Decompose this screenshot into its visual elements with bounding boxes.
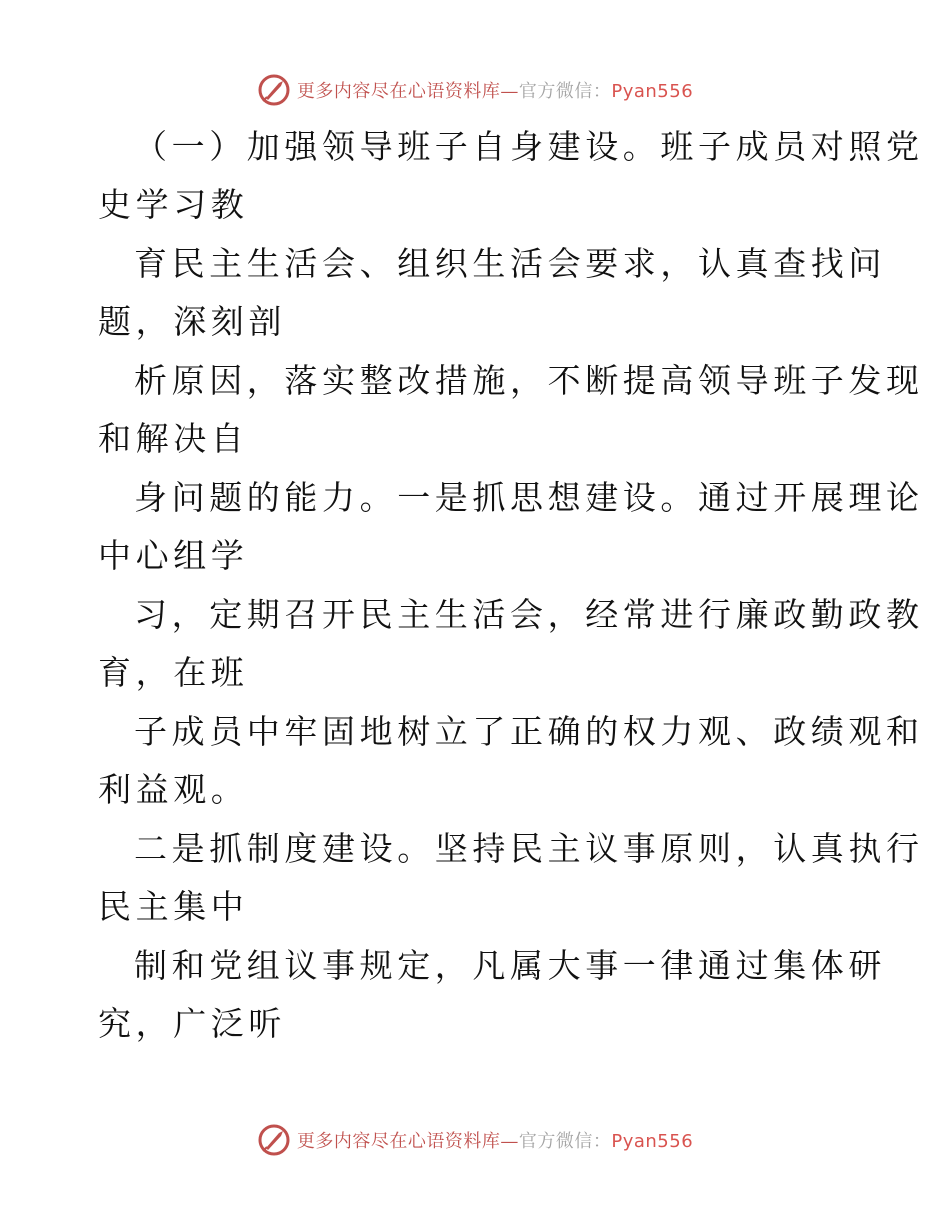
footer-banner-text [297,1127,693,1153]
body-line: 史学习教 [98,185,249,224]
body-line: 析原因，落实整改措施，不断提高领导班子发现 [134,361,924,400]
header-banner-dash: — [500,81,519,102]
header-banner-wechat-label: 官方微信： [518,81,612,102]
body-line: 和解决自 [98,419,249,458]
body-line: 二是抓制度建设。坚持民主议事原则，认真执行 [134,829,924,868]
quill-pen-circle-icon [257,73,291,107]
header-banner-text [297,77,693,103]
footer-banner-wechat-label: 官方微信： [518,1131,612,1152]
body-line: 育民主生活会、组织生活会要求，认真查找问 [134,244,886,283]
body-line: 究，广泛听 [98,1004,286,1043]
quill-pen-circle-icon [257,1123,291,1157]
header-banner-wechat-id: Pyan556 [611,81,694,102]
body-line: 中心组学 [98,536,249,575]
header-banner [0,70,950,110]
body-line: 育，在班 [98,653,249,692]
footer-banner [0,1120,950,1160]
body-line: 子成员中牢固地树立了正确的权力观、政绩观和 [134,712,924,751]
body-line: 身问题的能力。一是抓思想建设。通过开展理论 [134,478,924,517]
footer-banner-wechat-id: Pyan556 [611,1131,694,1152]
body-line: 民主集中 [98,887,249,926]
body-line: 习，定期召开民主生活会，经常进行廉政勤政教 [134,595,924,634]
body-line: 制和党组议事规定，凡属大事一律通过集体研 [134,946,886,985]
body-line: （一）加强领导班子自身建设。班子成员对照党 [134,127,924,166]
body-line: 利益观。 [98,770,249,809]
footer-banner-inner [257,1123,693,1157]
footer-banner-dash: — [500,1131,519,1152]
header-banner-main: 更多内容尽在心语资料库 [296,81,501,102]
footer-banner-main: 更多内容尽在心语资料库 [296,1131,501,1152]
header-banner-inner [257,73,693,107]
body-line: 题，深刻剖 [98,302,286,341]
